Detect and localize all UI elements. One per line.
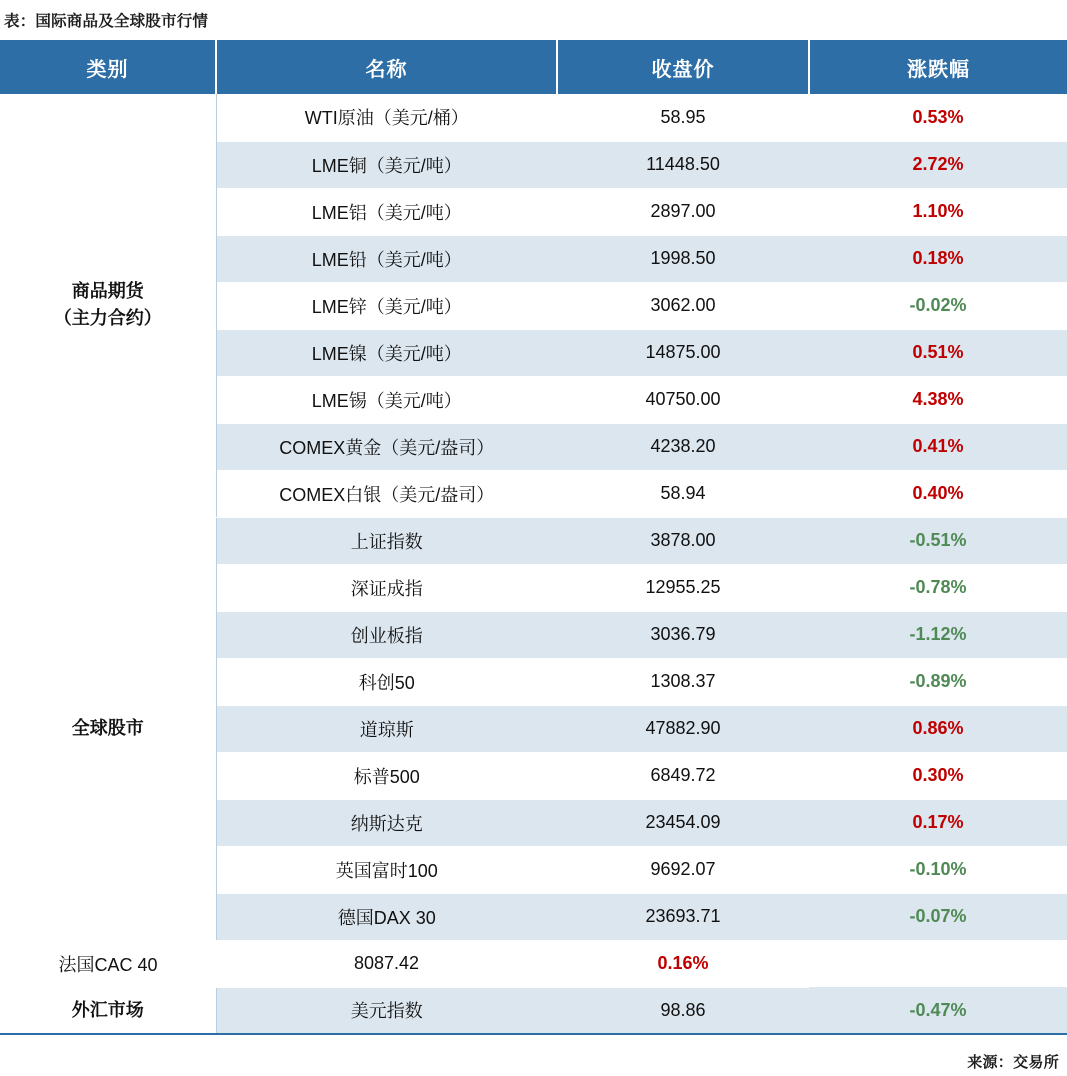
row-name: LME锌（美元/吨） [216, 282, 557, 329]
row-change: 0.40% [809, 470, 1067, 517]
row-change: -0.02% [809, 282, 1067, 329]
row-close: 40750.00 [557, 376, 809, 423]
table-row [0, 987, 1067, 1034]
row-name: WTI原油（美元/桶） [216, 94, 557, 141]
row-name: LME铝（美元/吨） [216, 188, 557, 235]
row-change: -0.10% [809, 846, 1067, 893]
category-cell-global-equities: 全球股市 [0, 517, 216, 940]
row-close: 58.94 [557, 470, 809, 517]
column-header-name: 名称 [216, 40, 557, 94]
category-cell-fx-market: 外汇市场 [0, 987, 216, 1034]
row-close: 3878.00 [557, 517, 809, 564]
row-change: 0.51% [809, 329, 1067, 376]
table-caption: 表：国际商品及全球股市行情 [4, 13, 209, 30]
row-change: -0.47% [809, 987, 1067, 1034]
row-name: 纳斯达克 [216, 799, 557, 846]
row-close: 3062.00 [557, 282, 809, 329]
row-name: 美元指数 [216, 987, 557, 1034]
row-close: 4238.20 [557, 423, 809, 470]
row-close: 98.86 [557, 987, 809, 1034]
row-change: 0.17% [809, 799, 1067, 846]
source-note: 来源：交易所 [967, 1054, 1059, 1071]
table-row [0, 94, 1067, 141]
row-name: 法国CAC 40 [0, 940, 216, 987]
row-name: 科创50 [216, 658, 557, 705]
row-change: -1.12% [809, 611, 1067, 658]
row-close: 23693.71 [557, 893, 809, 940]
row-name: 标普500 [216, 752, 557, 799]
row-change: -0.78% [809, 564, 1067, 611]
row-close: 1998.50 [557, 235, 809, 282]
row-name: LME铅（美元/吨） [216, 235, 557, 282]
category-cell-commodity-futures [0, 94, 216, 517]
row-change: -0.89% [809, 658, 1067, 705]
row-close: 58.95 [557, 94, 809, 141]
row-name: LME锡（美元/吨） [216, 376, 557, 423]
row-close: 6849.72 [557, 752, 809, 799]
row-change: 0.41% [809, 423, 1067, 470]
table-row [0, 940, 1067, 987]
row-change: 0.16% [557, 940, 809, 987]
row-change: -0.07% [809, 893, 1067, 940]
table-header [0, 40, 1067, 94]
table-row [0, 517, 1067, 564]
row-change: 2.72% [809, 141, 1067, 188]
category-label-line2: （主力合约） [53, 308, 162, 329]
row-close: 14875.00 [557, 329, 809, 376]
row-close: 47882.90 [557, 705, 809, 752]
column-header-close: 收盘价 [557, 40, 809, 94]
row-close: 3036.79 [557, 611, 809, 658]
row-close: 8087.42 [216, 940, 557, 987]
row-close: 2897.00 [557, 188, 809, 235]
row-change: 1.10% [809, 188, 1067, 235]
row-close: 9692.07 [557, 846, 809, 893]
row-close: 23454.09 [557, 799, 809, 846]
column-header-category: 类别 [0, 40, 216, 94]
row-name: COMEX白银（美元/盎司） [216, 470, 557, 517]
row-name: 上证指数 [216, 517, 557, 564]
row-change: 0.53% [809, 94, 1067, 141]
column-header-change: 涨跌幅 [809, 40, 1067, 94]
row-close: 11448.50 [557, 141, 809, 188]
row-name: COMEX黄金（美元/盎司） [216, 423, 557, 470]
row-name: 创业板指 [216, 611, 557, 658]
row-change: 0.86% [809, 705, 1067, 752]
row-name: 道琼斯 [216, 705, 557, 752]
market-table [0, 40, 1067, 1035]
row-name: 英国富时100 [216, 846, 557, 893]
row-change: 4.38% [809, 376, 1067, 423]
row-name: 德国DAX 30 [216, 893, 557, 940]
row-name: LME铜（美元/吨） [216, 141, 557, 188]
row-close: 12955.25 [557, 564, 809, 611]
row-close: 1308.37 [557, 658, 809, 705]
row-change: -0.51% [809, 517, 1067, 564]
row-change: 0.30% [809, 752, 1067, 799]
header-row [0, 40, 1067, 94]
row-change: 0.18% [809, 235, 1067, 282]
row-name: 深证成指 [216, 564, 557, 611]
table-body [0, 94, 1067, 1034]
category-label-line1: 商品期货 [71, 281, 144, 302]
row-name: LME镍（美元/吨） [216, 329, 557, 376]
